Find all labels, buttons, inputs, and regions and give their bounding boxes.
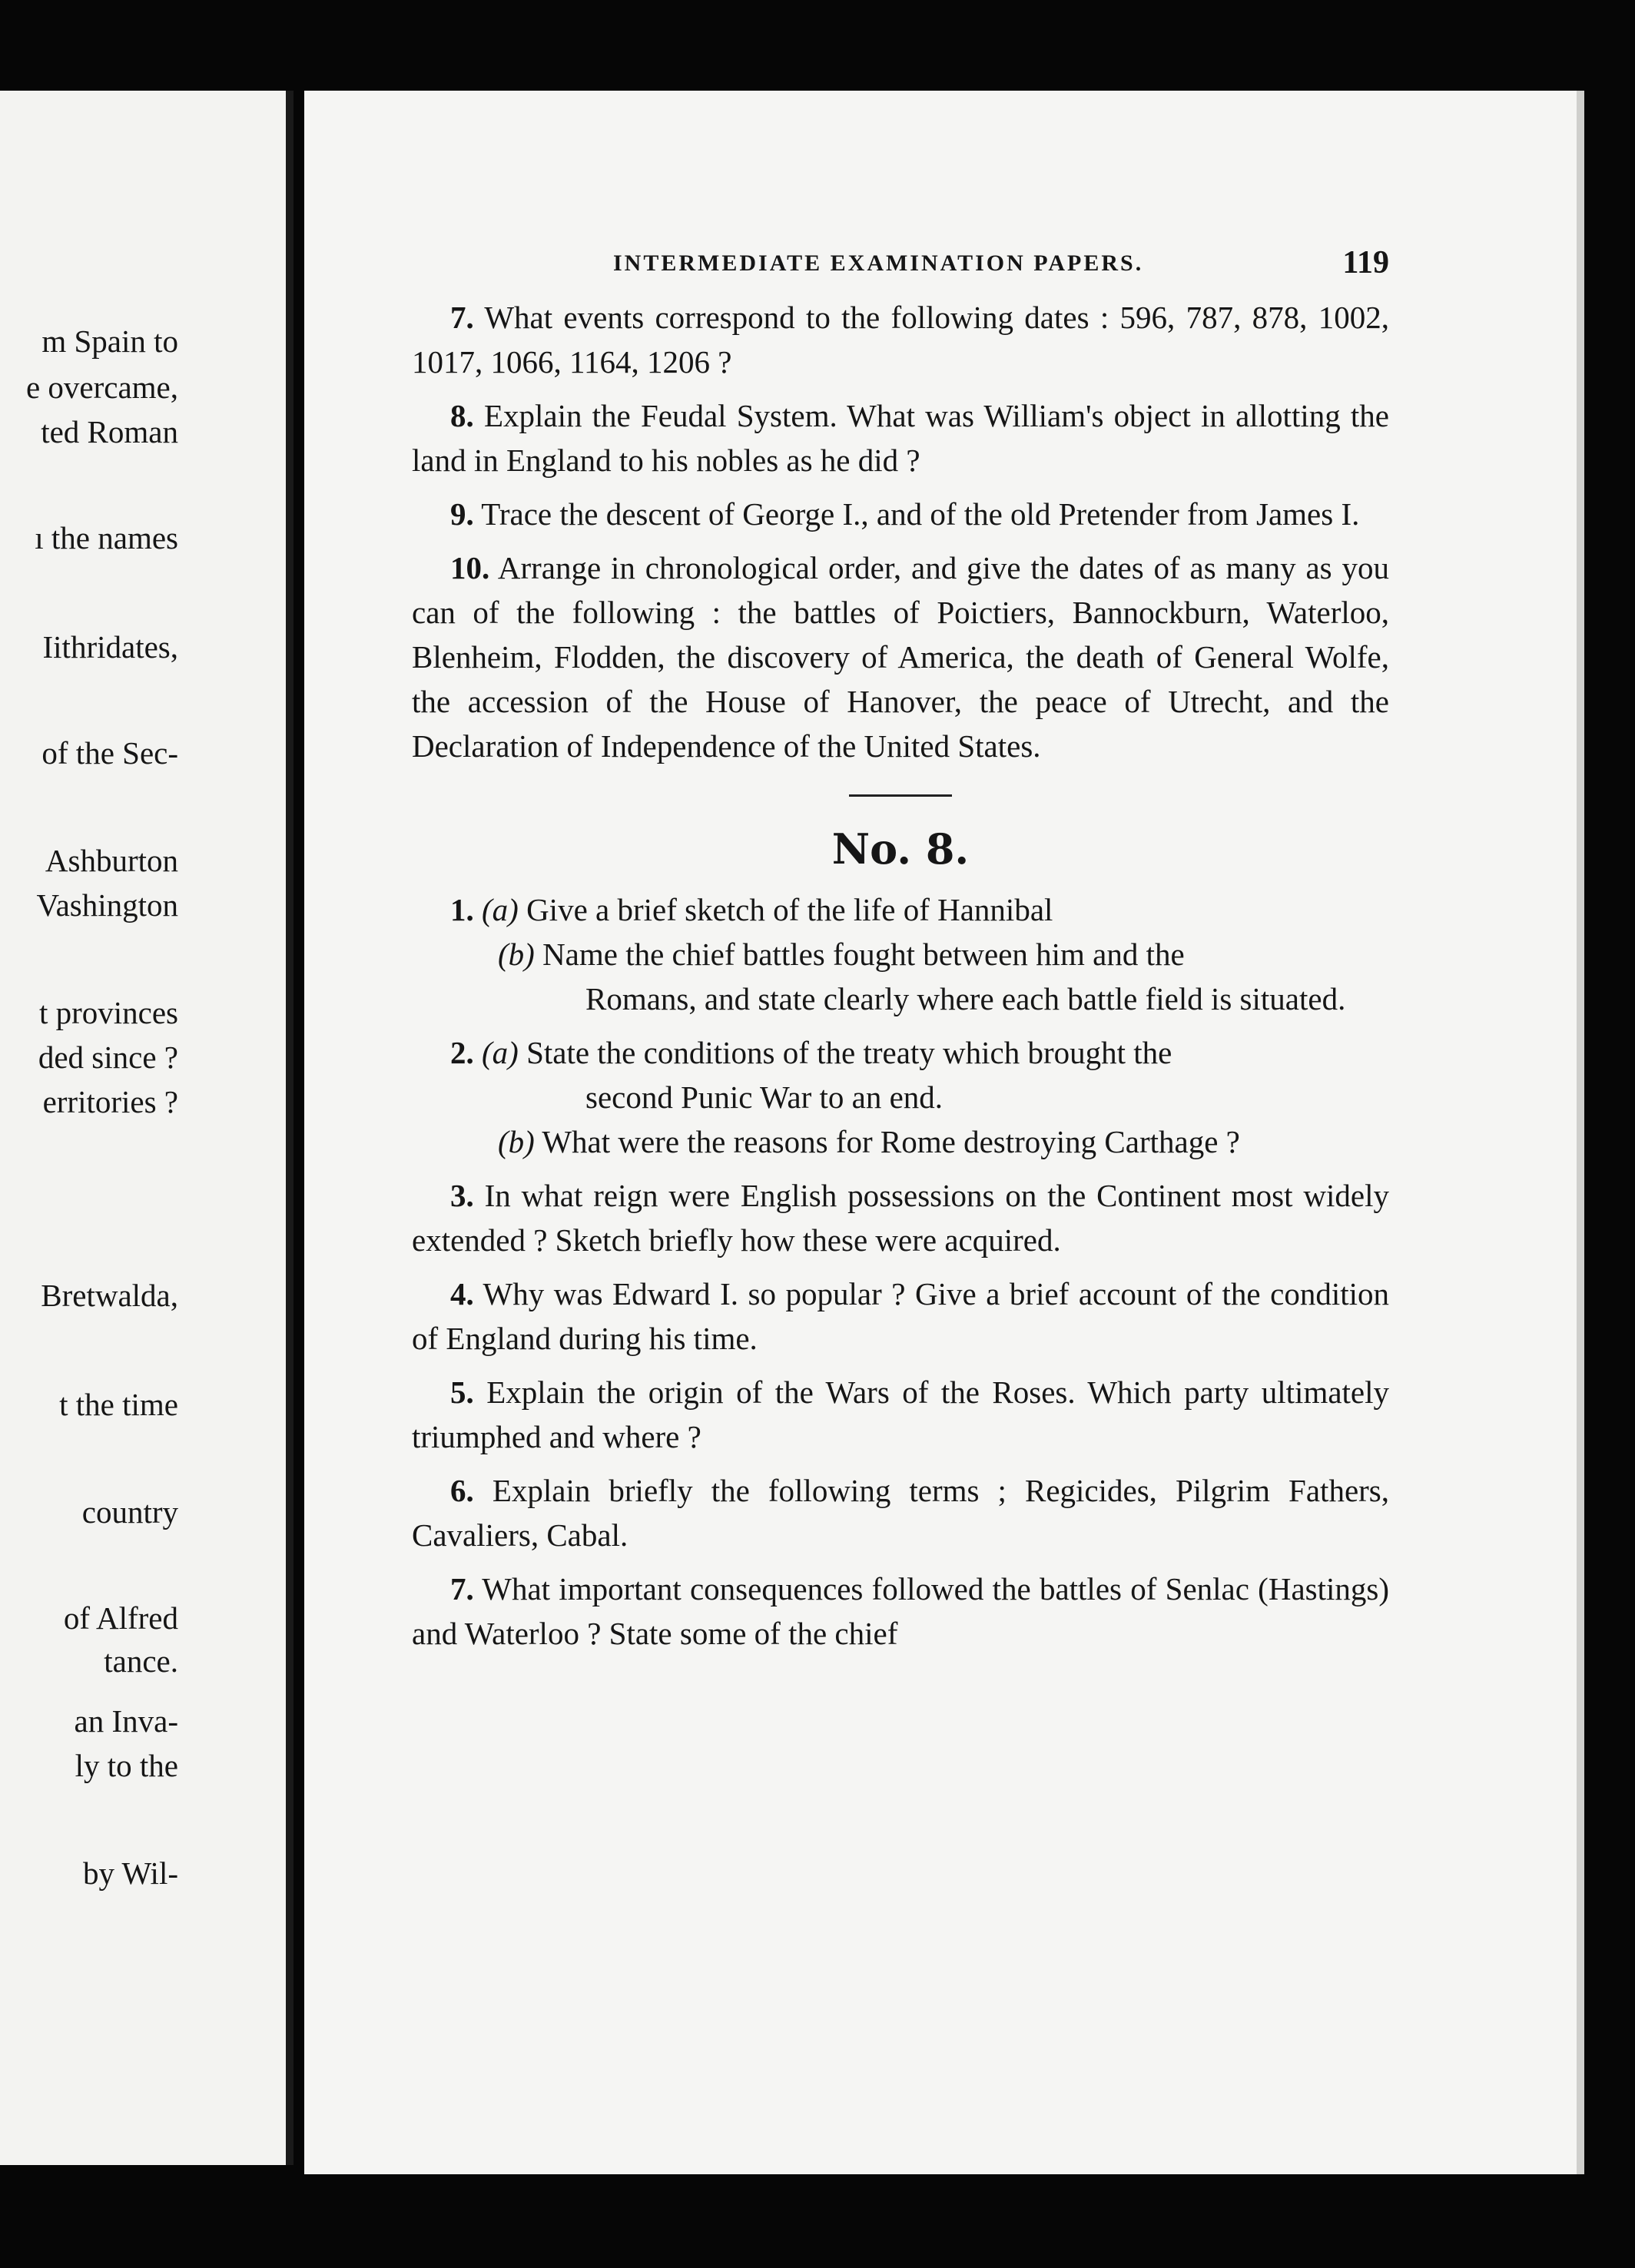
part-text: Name the chief battles fought between him and the [542,937,1185,972]
question-number: 9. [450,496,474,532]
question-text: What important consequences followed the battles of Senlac (Hastings) and Waterloo ? State some of the chief [412,1571,1389,1651]
question-text: In what reign were English possessions on the Continent most widely extended ? Sketch briefly how these were acquired. [412,1178,1389,1258]
left-page-line: Bretwalda, [41,1278,178,1313]
page-edge [1577,91,1584,2174]
question-number: 10. [450,550,490,585]
question-item [412,1030,1389,1164]
part-text: Romans, and state clearly where each battle field is situated. [585,981,1346,1016]
question-text: Why was Edward I. so popular ? Give a brief account of the condition of England during his time. [412,1276,1390,1356]
question-item [412,1370,1389,1459]
left-page-line: Ashburton [45,843,178,878]
left-page-line: ı the names [35,520,178,555]
part-label: (a) [482,1035,519,1070]
left-page-line: an Inva- [74,1703,178,1739]
question-text: Trace the descent of George I., and of the old Pretender from James I. [481,496,1360,532]
question-item [412,1468,1389,1557]
question-item [412,545,1389,768]
left-page-line: Iithridates, [42,629,178,665]
question-number: 4. [450,1276,474,1311]
part-text: Give a brief sketch of the life of Hannibal [526,892,1053,927]
left-page-line: e overcame, [25,370,178,405]
right-page [304,91,1577,2174]
question-item [412,1567,1389,1656]
running-head [412,244,1389,290]
section-title: No. 8. [831,824,970,874]
question-text: Explain briefly the following terms ; Regicides, Pilgrim Fathers, Cavaliers, Cabal. [412,1473,1389,1553]
left-page-line: of the Sec- [41,735,178,771]
left-page-line: t provinces [38,995,178,1030]
left-page-line: m Spain to [41,323,178,359]
question-number: 7. [450,1571,474,1606]
left-page-line: of Alfred [63,1600,178,1636]
part-text: What were the reasons for Rome destroying Carthage ? [542,1124,1240,1159]
question-item [412,295,1389,384]
part-text: State the conditions of the treaty which brought the [526,1035,1172,1070]
question-text: Arrange in chronological order, and give the dates of as many as you can of the following : the battles of Poictiers, Bannockburn, Waterloo, Blenheim, Flodden, the discovery of America, the death of General Wolfe, the accession of the House of Hanover, the peace of Utrecht, and the Declaration of Independence of the United States. [412,550,1389,764]
question-number: 6. [450,1473,474,1508]
question-number: 3. [450,1178,474,1213]
section-divider [849,794,952,797]
left-page-line: erritories ? [42,1084,178,1119]
question-item [412,492,1389,536]
left-page-line: t the time [59,1387,178,1422]
left-page-line: by Wil- [82,1855,178,1891]
left-page-line: tance. [104,1643,178,1679]
question-number: 7. [450,300,474,335]
left-page-line: Vashington [36,887,178,923]
question-text: Explain the origin of the Wars of the Roses. Which party ultimately triumphed and where ? [412,1374,1390,1454]
part-label: (a) [482,892,519,927]
part-label: (b) [498,1124,535,1159]
question-text: Explain the Feudal System. What was William's object in allotting the land in England to his nobles as he did ? [412,398,1390,478]
question-item [412,1272,1389,1361]
running-title: INTERMEDIATE EXAMINATION PAPERS. [613,250,1144,276]
left-page-fragment [0,91,294,2165]
part-text: second Punic War to an end. [585,1079,944,1115]
left-page-line: ded since ? [38,1040,178,1075]
question-number: 8. [450,398,474,433]
question-item [412,887,1389,1021]
part-label: (b) [498,937,535,972]
question-text: What events correspond to the following dates : 596, 787, 878, 1002, 1017, 1066, 1164, 1206 ? [412,300,1389,380]
question-number: 2. [450,1035,474,1070]
question-item [412,393,1389,482]
question-item [412,1173,1389,1262]
page-number: 119 [1342,245,1389,280]
question-number: 5. [450,1374,474,1410]
left-page-line: country [81,1494,178,1530]
page-content [412,244,1389,1665]
question-number: 1. [450,892,474,927]
left-page-line: ly to the [75,1748,178,1783]
left-page-line: ted Roman [41,414,178,449]
